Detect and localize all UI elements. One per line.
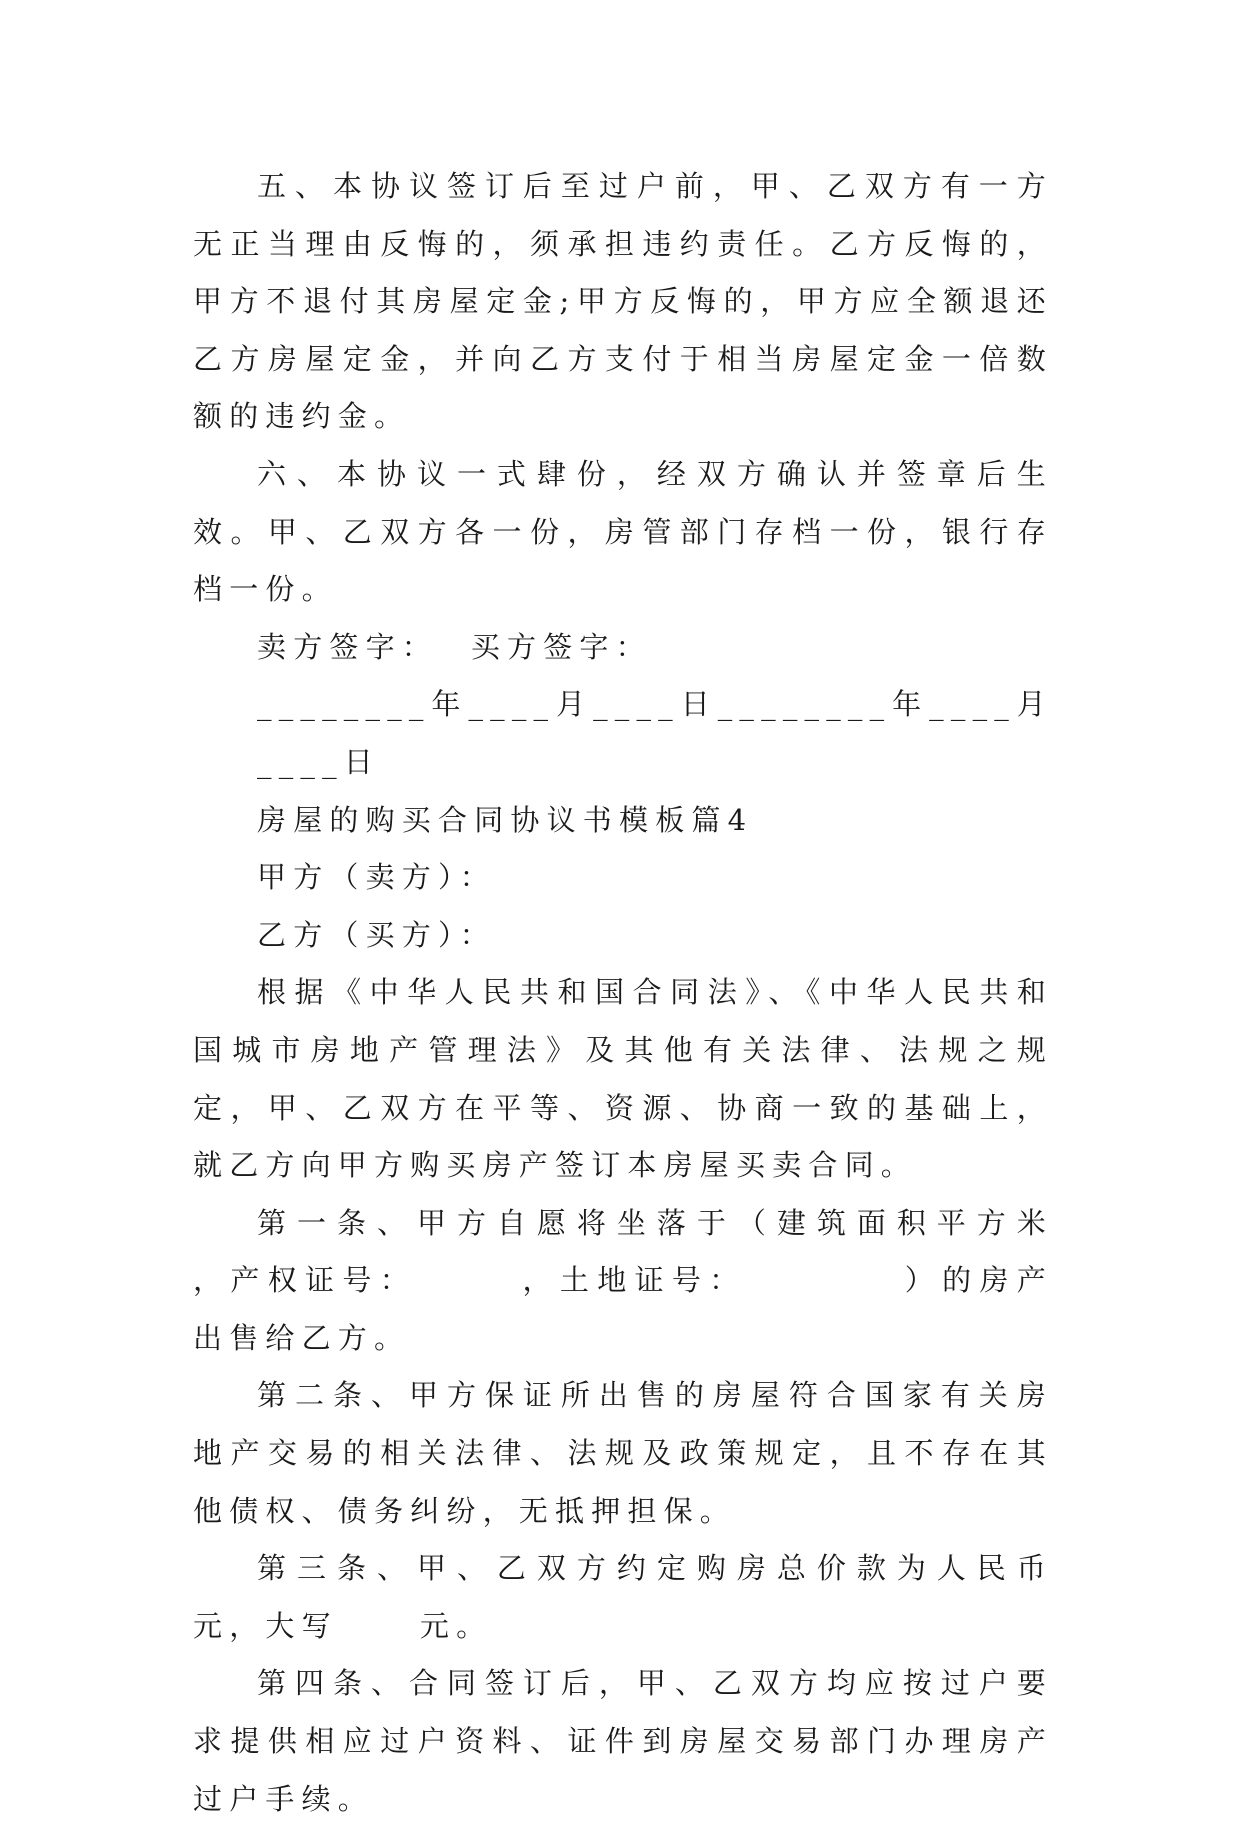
party-b-buyer: 乙方（买方）：	[257, 917, 496, 952]
signature-line: 卖方签字： 买方签字：	[257, 629, 652, 664]
section-heading: 房屋的购买合同协议书模板篇4	[257, 802, 754, 837]
party-a-seller: 甲方（卖方）：	[257, 860, 496, 895]
article-four: 第四条、合同签订后，甲、乙双方均应按过户要求提供相应过户资料、证件到房屋交易部门办理房产过户手续。	[193, 1666, 1053, 1816]
article-two: 第二条、甲方保证所出售的房屋符合国家有关房地产交易的相关法律、法规及政策规定，且不存在其他债权、债务纠纷，无抵押担保。	[193, 1378, 1053, 1528]
article-three: 第三条、甲、乙双方约定购房总价款为人民币 元，大写 元。	[193, 1551, 1136, 1643]
clause-five-breach: 五、本协议签订后至过户前，甲、乙双方有一方无正当理由反悔的，须承担违约责任。乙方反悔的，甲方不退付其房屋定金;甲方反悔的，甲方应全额退还乙方房屋定金，并向乙方支付于相当房屋定金一倍数额的违约金。	[193, 169, 1053, 434]
preamble: 根据《中华人民共和国合同法》、《中华人民共和国城市房地产管理法》及其他有关法律、法规之规定，甲、乙双方在平等、资源、协商一致的基础上，就乙方向甲方购买房产签订本房屋买卖合同。	[193, 975, 1053, 1183]
clause-six-copies: 六、本协议一式肆份，经双方确认并签章后生效。甲、乙双方各一份，房管部门存档一份，银行存档一份。	[193, 456, 1053, 607]
article-one: 第一条、甲方自愿将坐落于（建筑面积平方米 ，产权证号： ，土地证号： ）的房产出售给乙方。	[193, 1205, 1152, 1355]
document-body	[193, 158, 1152, 1828]
date-line: ________年____月____日________年____月____日	[257, 687, 1053, 779]
